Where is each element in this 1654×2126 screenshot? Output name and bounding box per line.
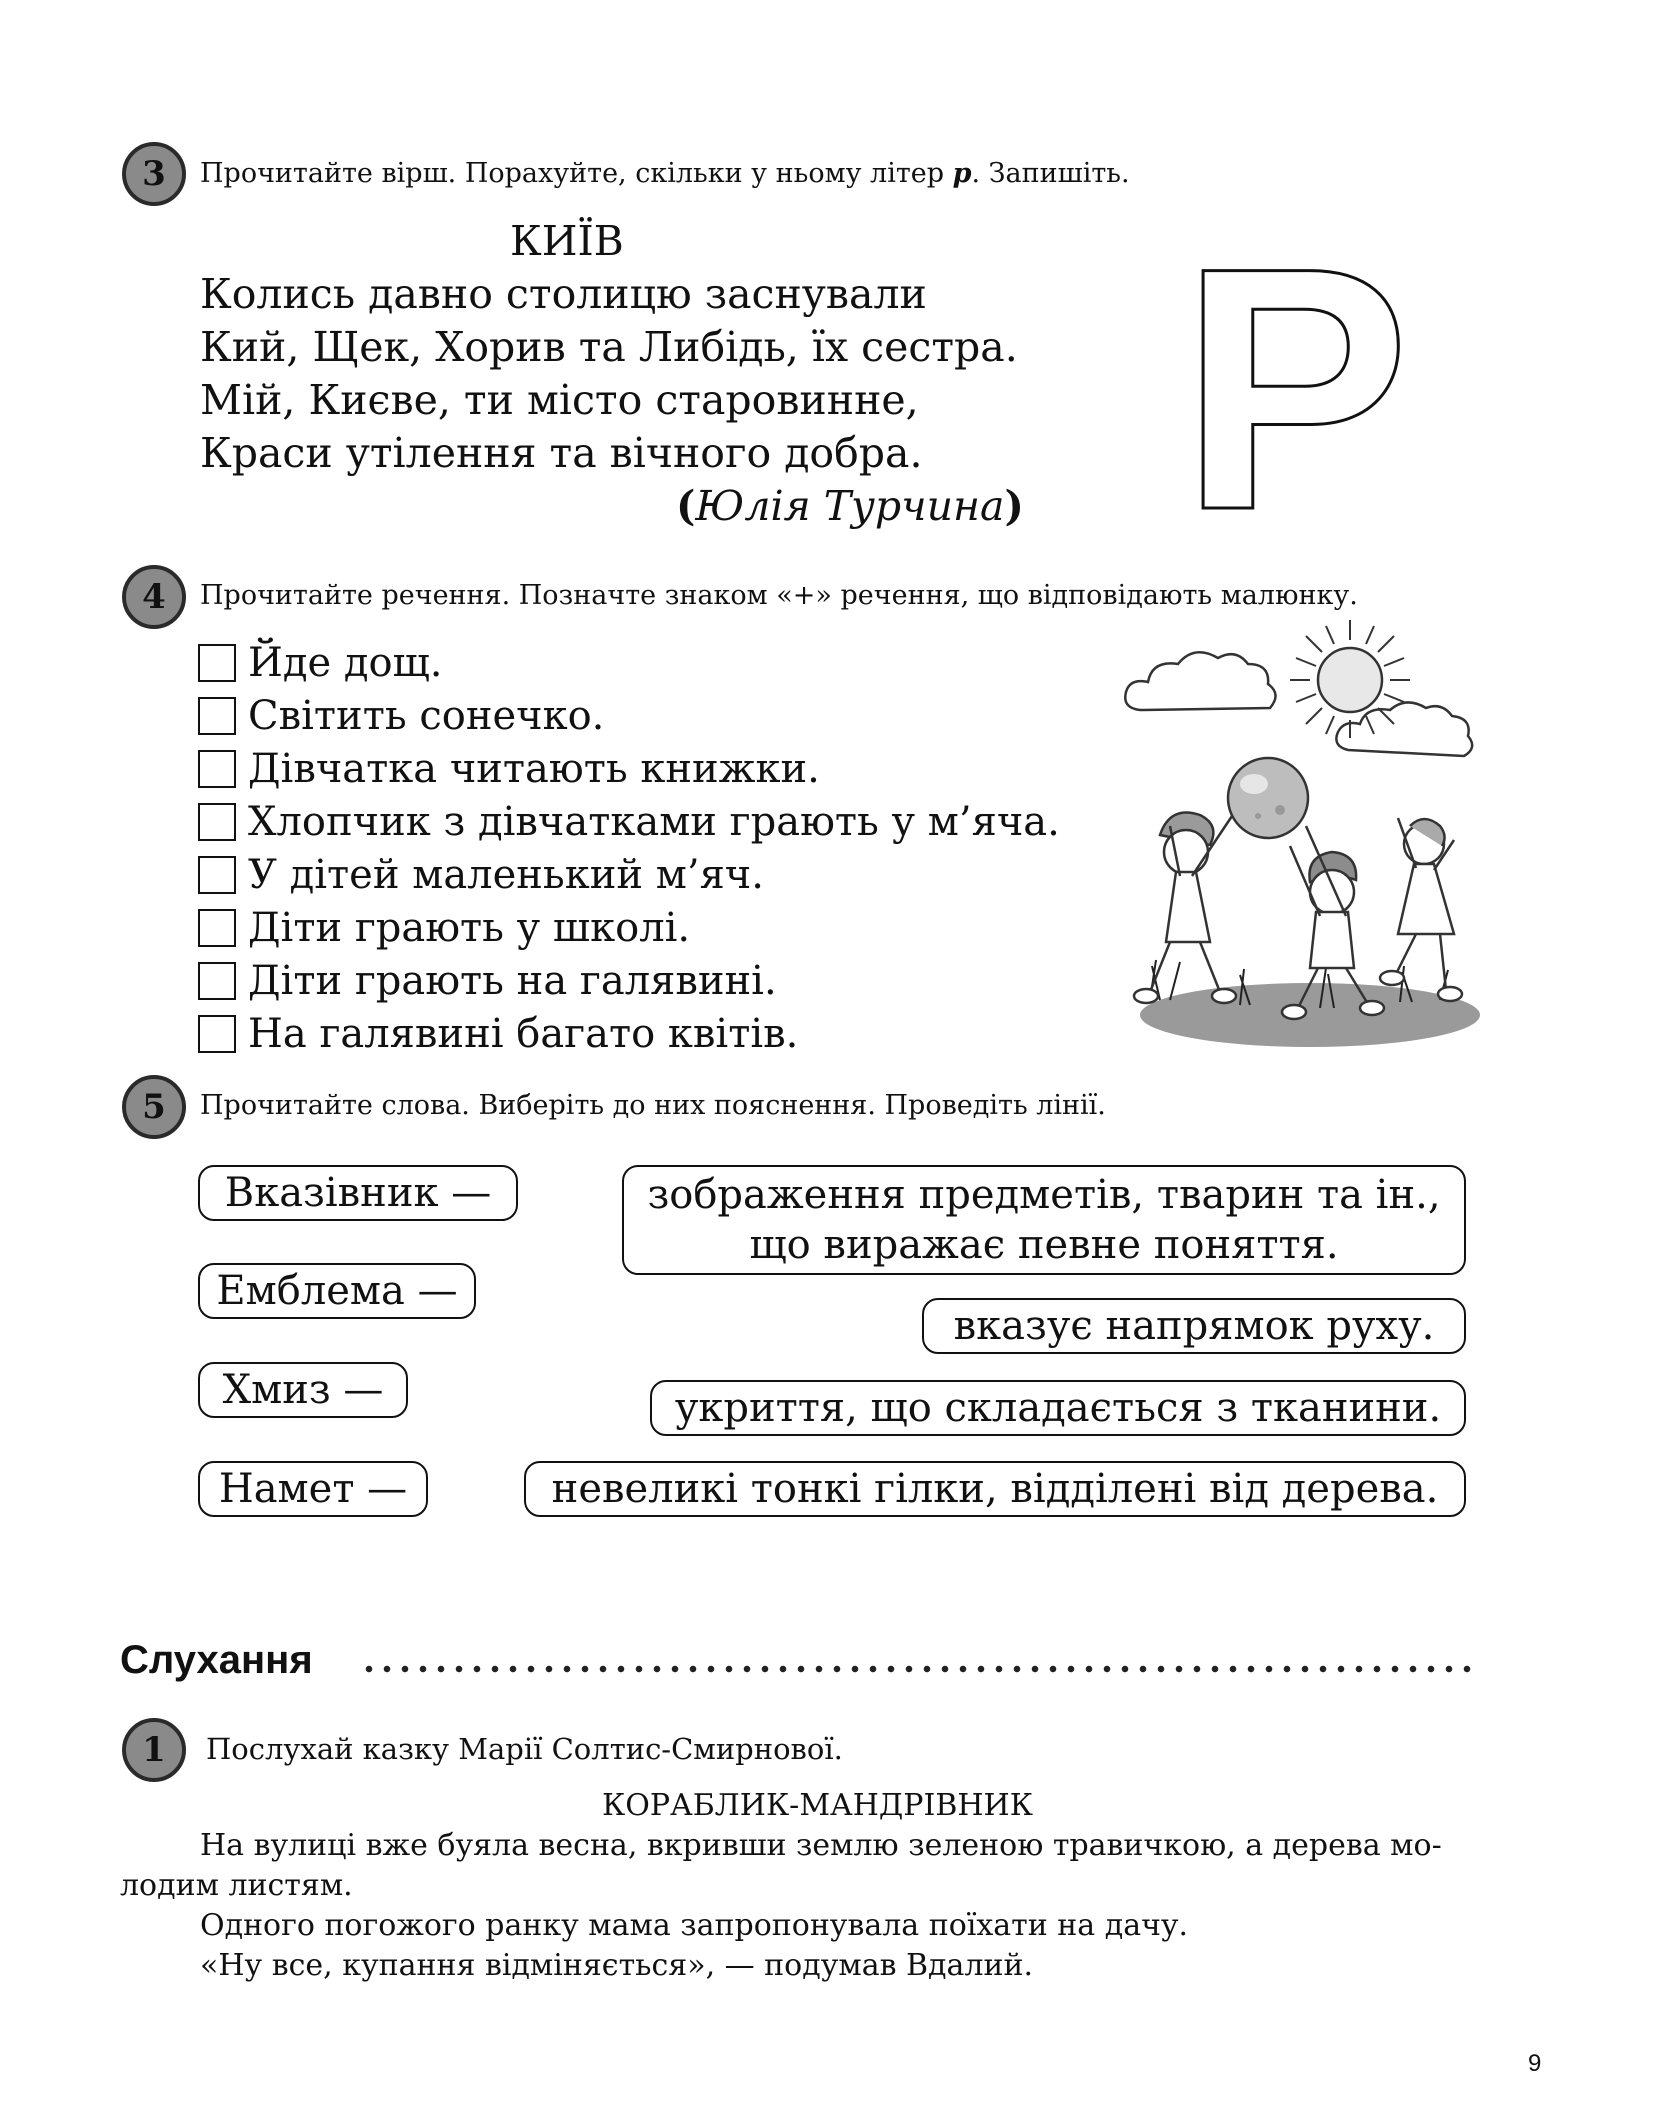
sentence-row — [198, 746, 820, 792]
sentence-text: Хлопчик з дівчатками грають у м’яча. — [248, 799, 1060, 845]
checkbox[interactable] — [198, 962, 236, 1000]
checkbox[interactable] — [198, 697, 236, 735]
checkbox[interactable] — [198, 856, 236, 894]
definition-text: вказує напрямок руху. — [953, 1303, 1435, 1349]
sentence-text: Діти грають у школі. — [248, 905, 691, 951]
checkbox[interactable] — [198, 803, 236, 841]
checkbox[interactable] — [198, 644, 236, 682]
word-text: Емблема — — [216, 1268, 458, 1314]
checkbox[interactable] — [198, 750, 236, 788]
sentence-row — [198, 852, 764, 898]
story-line: На вулиці вже буяла весна, вкривши землю зеленою травичкою, а дерева мо- — [200, 1828, 1442, 1863]
boy-figure — [1134, 813, 1236, 1004]
definition-card[interactable] — [622, 1165, 1466, 1275]
poem-line: Кий, Щек, Хорив та Либідь, їх сестра. — [200, 323, 1018, 371]
story-line: Одного погожого ранку мама запропонувала поїхати на дачу. — [200, 1908, 1189, 1943]
section-heading: Слухання — [120, 1638, 313, 1682]
sentence-text: На галявині багато квітів. — [248, 1011, 799, 1057]
task-number-badge — [122, 1718, 186, 1782]
instruction-letter: р — [952, 158, 972, 189]
definition-text: укриття, що складається з тканини. — [674, 1385, 1442, 1431]
definition-text: невеликі тонкі гілки, відділені від дерева. — [551, 1466, 1439, 1512]
task-instruction — [200, 158, 1130, 189]
task-number: 1 — [142, 1730, 166, 1770]
sentence-text: Дівчатка читають книжки. — [248, 746, 820, 792]
dotted-divider — [360, 1664, 1472, 1674]
sentence-row — [198, 905, 690, 951]
task-instruction: Прочитайте слова. Виберіть до них пояснення. Проведіть лінії. — [200, 1090, 1106, 1121]
big-letter-r-outline — [1180, 250, 1420, 520]
instruction-text: Прочитайте вірш. Порахуйте, скільки у ньому літер — [200, 158, 953, 189]
poem-author: (Юлія Турчина) — [676, 482, 1024, 530]
word-card[interactable] — [198, 1263, 476, 1319]
definition-text: зображення предметів, тварин та ін., — [647, 1172, 1441, 1218]
word-text: Хмиз — — [222, 1367, 384, 1413]
task-number-badge — [122, 565, 186, 629]
poem-title: КИЇВ — [510, 217, 624, 265]
page-number: 9 — [1528, 2050, 1542, 2077]
task-number: 3 — [142, 154, 166, 194]
ground-shadow — [1140, 983, 1480, 1047]
girl-figure — [1380, 818, 1462, 1001]
definition-text: що виражає певне поняття. — [749, 1222, 1339, 1268]
checkbox[interactable] — [198, 909, 236, 947]
poem-line: Краси утілення та вічного добра. — [200, 429, 923, 477]
story-line: «Ну все, купання відміняється», — подумав Вдалий. — [200, 1948, 1033, 1983]
definition-card[interactable] — [524, 1461, 1466, 1517]
story-line: лодим листям. — [120, 1868, 353, 1903]
author-name: Юлія Турчина — [695, 482, 1005, 530]
task-number: 5 — [142, 1087, 166, 1127]
definition-card[interactable] — [922, 1298, 1466, 1354]
children-playing-illustration — [1120, 620, 1480, 1050]
sentence-text: Йде дощ. — [248, 640, 443, 686]
big-letter: Р — [1180, 250, 1411, 520]
word-card[interactable] — [198, 1461, 428, 1517]
sentence-row — [198, 1011, 798, 1057]
task-number-badge — [122, 142, 186, 206]
word-text: Вказівник — — [224, 1170, 492, 1216]
sentence-text: Діти грають на галявині. — [248, 958, 777, 1004]
poem-line: Колись давно столицю заснували — [200, 270, 927, 318]
word-card[interactable] — [198, 1362, 408, 1418]
cloud-icon — [1125, 652, 1275, 710]
sentence-row — [198, 693, 604, 739]
poem-line: Мій, Києве, ти місто старовинне, — [200, 376, 919, 424]
sentence-row — [198, 640, 443, 686]
ball-icon — [1228, 758, 1308, 838]
task-number-badge — [122, 1075, 186, 1139]
instruction-text-end: . Запишіть. — [971, 158, 1130, 189]
sentence-text: Світить сонечко. — [248, 693, 605, 739]
sentence-row — [198, 799, 1060, 845]
task-instruction: Прочитайте речення. Позначте знаком «+» речення, що відповідають малюнку. — [200, 580, 1358, 611]
word-text: Намет — — [218, 1466, 408, 1512]
story-title: КОРАБЛИК-МАНДРІВНИК — [602, 1788, 1033, 1823]
checkbox[interactable] — [198, 1015, 236, 1053]
definition-card[interactable] — [650, 1380, 1466, 1436]
task-instruction: Послухай казку Марії Солтис-Смирнової. — [206, 1732, 843, 1766]
sentence-row — [198, 958, 777, 1004]
sentence-text: У дітей маленький м’яч. — [248, 852, 764, 898]
word-card[interactable] — [198, 1165, 518, 1221]
task-number: 4 — [142, 577, 166, 617]
